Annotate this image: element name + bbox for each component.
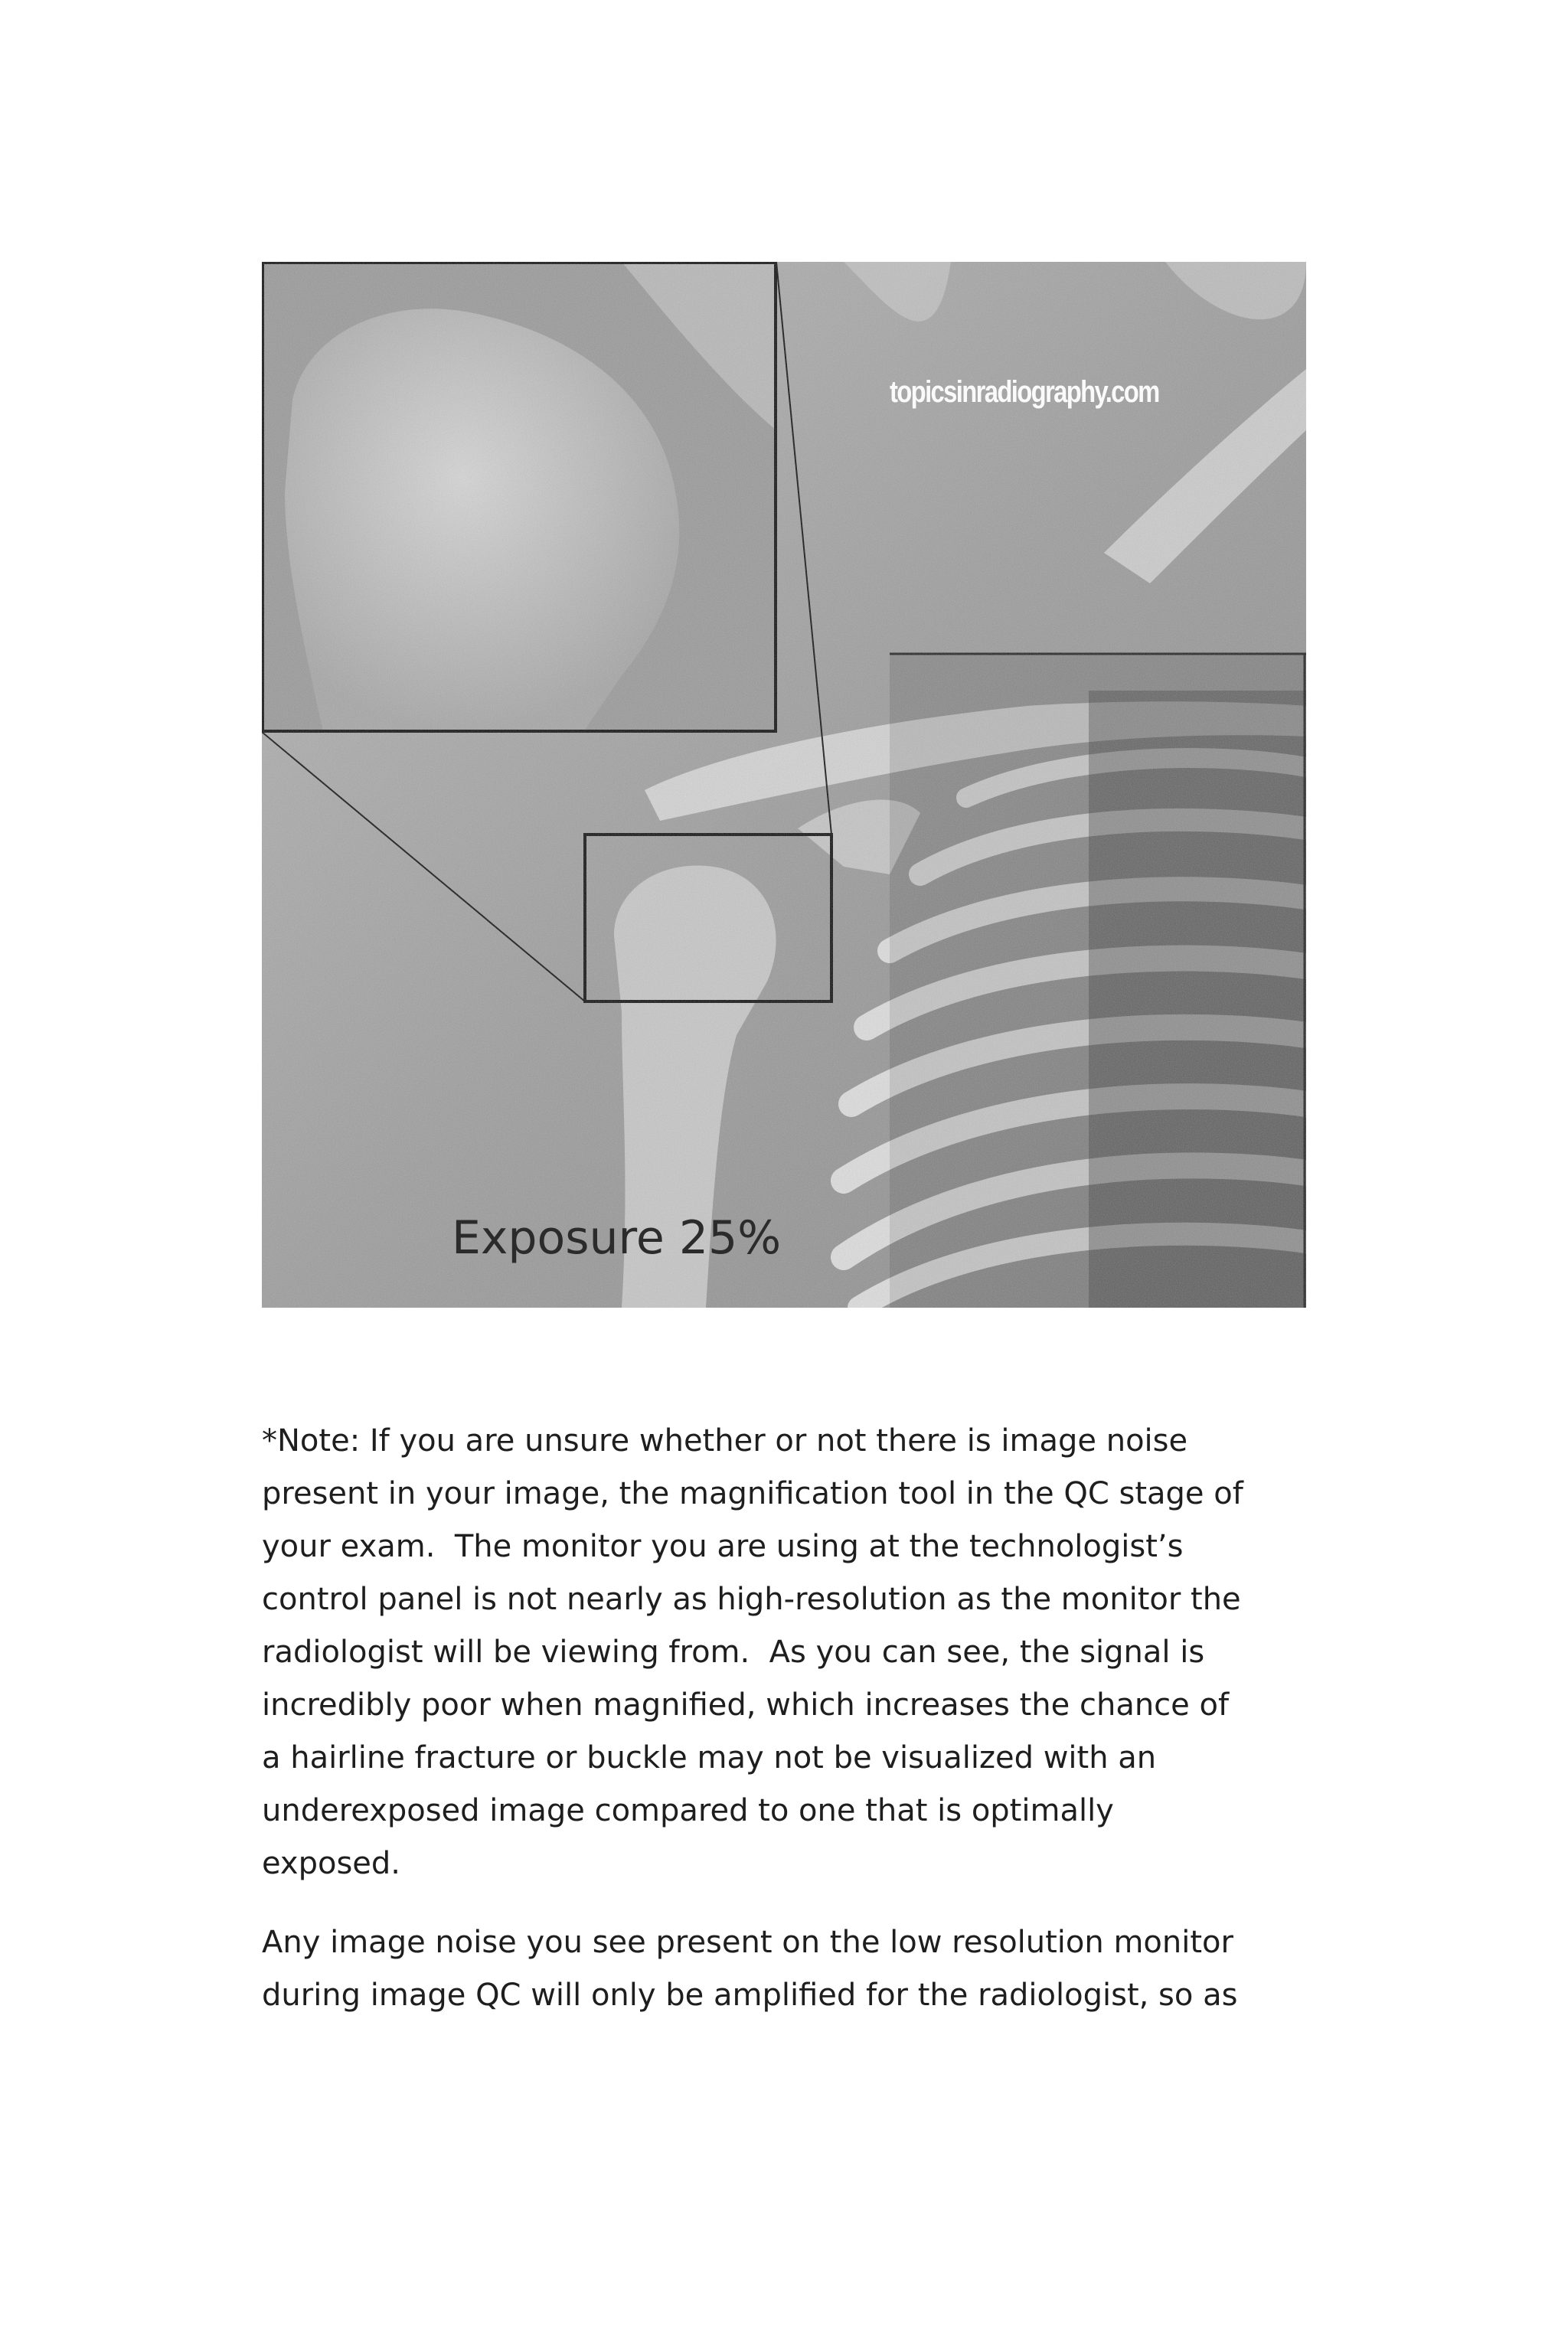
text-line: a hairline fracture or buckle may not be visualized with an: [262, 1740, 1157, 1775]
xray-image: [262, 262, 1306, 1308]
watermark-text: topicsinradiography.com: [890, 375, 1159, 409]
text-line: during image QC will only be amplified for the radiologist, so as: [262, 1978, 1238, 2013]
text-line: present in your image, the magnification tool in the QC stage of: [262, 1476, 1243, 1511]
text-line: incredibly poor when magnified, which increases the chance of: [262, 1687, 1230, 1723]
text-line: control panel is not nearly as high-resolution as the monitor the: [262, 1582, 1241, 1617]
text-line: exposed.: [262, 1846, 400, 1881]
text-line: Any image noise you see present on the low resolution monitor: [262, 1925, 1233, 1960]
text-line: *Note: If you are unsure whether or not there is image noise: [262, 1423, 1188, 1459]
paragraph-gap: [262, 1890, 1306, 1916]
shoulder-xray-figure: [262, 262, 1306, 1308]
exposure-label: Exposure 25%: [452, 1211, 782, 1265]
text-line: radiologist will be viewing from. As you can see, the signal is: [262, 1635, 1205, 1670]
body-text: [262, 1415, 1306, 2022]
text-line: underexposed image compared to one that is optimally: [262, 1793, 1114, 1828]
text-line: your exam. The monitor you are using at the technologist’s: [262, 1529, 1184, 1564]
